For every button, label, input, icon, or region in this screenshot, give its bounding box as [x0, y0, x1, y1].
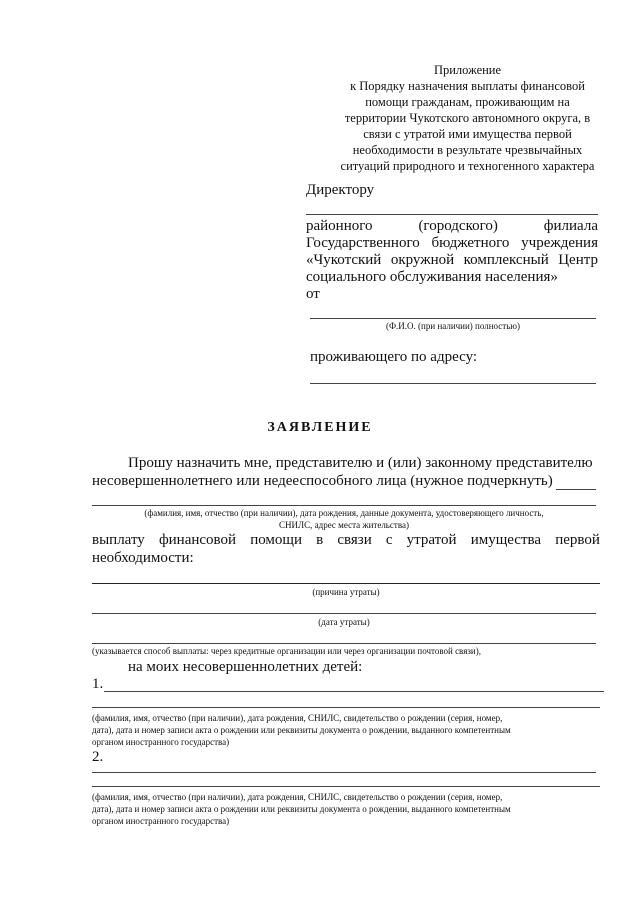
child-2-extra-line[interactable] [92, 786, 600, 787]
child-2-input-line[interactable] [92, 772, 596, 773]
fio-caption: (Ф.И.О. (при наличии) полностью) [385, 321, 521, 331]
request-end-line[interactable] [556, 489, 596, 490]
address-label: проживающего по адресу: [310, 349, 478, 365]
annex-block [330, 62, 605, 174]
child-2-number: 2. [92, 749, 104, 765]
org-line-1: Государственного бюджетного учреждения [306, 235, 598, 251]
child-2-caption-1: (фамилия, имя, отчество (при наличии), дата рождения, СНИЛС, свидетельство о рождении (серия, номер, [92, 792, 503, 802]
request-line-2: несовершеннолетнего или недееспособного лица (нужное подчеркнуть) [92, 473, 553, 489]
org-line-3: социального обслуживания населения» [306, 269, 558, 285]
child-1-input-line[interactable] [104, 691, 604, 692]
from-label: от [306, 286, 320, 302]
applicant-data-line[interactable] [92, 505, 596, 506]
child-1-caption-1: (фамилия, имя, отчество (при наличии), дата рождения, СНИЛС, свидетельство о рождении (серия, номер, [92, 713, 503, 723]
annex-line: Приложение [433, 63, 502, 77]
payment-line-1: выплату финансовой помощи в связи с утратой имущества первой [92, 532, 600, 548]
applicant-caption-1: (фамилия, имя, отчество (при наличии), дата рождения, данные документа, удостоверяющего личность, [144, 508, 544, 518]
org-line-2: «Чукотский окружной комплексный Центр [306, 252, 598, 268]
director-name-line[interactable] [306, 214, 598, 215]
child-1-number: 1. [92, 676, 104, 692]
applicant-caption-2: СНИЛС, адрес места жительства) [279, 520, 409, 530]
request-line-1: Прошу назначить мне, представителю и (или) законному представителю [128, 455, 593, 471]
date-input-line[interactable] [92, 613, 596, 614]
annex-line: помощи гражданам, проживающим на [365, 95, 570, 109]
statement-title: ЗАЯВЛЕНИЕ [267, 420, 373, 435]
annex-line: территории Чукотского автономного округа, в [344, 111, 591, 125]
branch-line: районного (городского) филиала [306, 218, 598, 234]
reason-caption: (причина утраты) [312, 587, 380, 597]
child-2-caption-3: органом иностранного государства) [92, 816, 230, 826]
annex-line: необходимости в результате чрезвычайных [352, 143, 583, 157]
annex-line: к Порядку назначения выплаты финансовой [350, 79, 585, 93]
child-2-caption-2: дата), дата и номер записи акта о рождении или реквизиты документа о рождении, выданного компетентным [92, 804, 511, 814]
payment-method-line[interactable] [92, 643, 596, 644]
children-label: на моих несовершеннолетних детей: [128, 659, 363, 675]
child-1-extra-line[interactable] [92, 707, 600, 708]
child-1-caption-3: органом иностранного государства) [92, 737, 230, 747]
reason-input-line[interactable] [92, 583, 600, 584]
annex-line: связи с утратой ими имущества первой [363, 127, 572, 141]
annex-line: ситуаций природного и техногенного характера [340, 159, 595, 173]
date-caption: (дата утраты) [318, 617, 370, 627]
address-input-line[interactable] [310, 383, 596, 384]
payment-line-2: необходимости: [92, 550, 194, 566]
fio-input-line[interactable] [310, 318, 596, 319]
director-label: Директору [306, 182, 375, 198]
child-1-caption-2: дата), дата и номер записи акта о рождении или реквизиты документа о рождении, выданного компетентным [92, 725, 511, 735]
payment-method-caption: (указывается способ выплаты: через кредитные организации или через организации почтовой связи), [92, 646, 481, 656]
